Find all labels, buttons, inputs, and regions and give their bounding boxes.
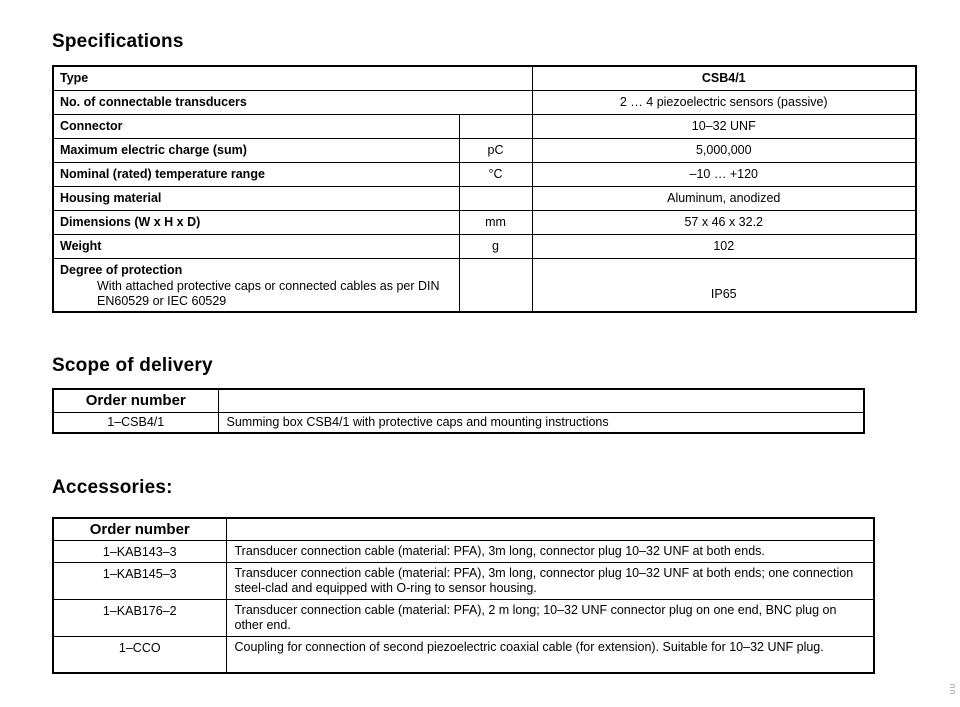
description-header [218, 389, 864, 412]
spec-value: 10–32 UNF [532, 114, 916, 138]
spec-row-protection [53, 258, 916, 312]
spec-value: CSB4/1 [532, 66, 916, 90]
spec-unit [459, 114, 532, 138]
spec-value: 5,000,000 [532, 138, 916, 162]
item-description: Transducer connection cable (material: PFA), 2 m long; 10–32 UNF connector plug on one end, BNC plug on other end. [226, 600, 874, 637]
spec-unit [459, 258, 532, 312]
order-number: 1–KAB145–3 [53, 563, 226, 600]
spec-label: Nominal (rated) temperature range [53, 162, 459, 186]
scan-mark [950, 684, 955, 688]
spec-row-dimensions [53, 210, 916, 234]
accessories-heading: Accessories: [52, 477, 173, 498]
spec-row-charge [53, 138, 916, 162]
spec-value: 2 … 4 piezoelectric sensors (passive) [532, 90, 916, 114]
page-corner-scan-marks [950, 682, 958, 699]
item-description: Transducer connection cable (material: PFA), 3m long, connector plug 10–32 UNF at both ends. [226, 541, 874, 563]
spec-value: –10 … +120 [532, 162, 916, 186]
order-number-header: Order number [53, 389, 218, 412]
spec-label: Connector [53, 114, 459, 138]
order-number: 1–CSB4/1 [53, 412, 218, 433]
scope-header-row [53, 389, 864, 412]
accessory-row [53, 637, 874, 673]
spec-label: Dimensions (W x H x D) [53, 210, 459, 234]
spec-unit: pC [459, 138, 532, 162]
description-header [226, 518, 874, 541]
spec-sublabel: With attached protective caps or connected cables as per DIN EN60529 or IEC 60529 [97, 278, 440, 308]
spec-label-cell [53, 258, 459, 312]
spec-value: Aluminum, anodized [532, 186, 916, 210]
spec-row-transducers [53, 90, 916, 114]
scan-mark [950, 690, 955, 694]
spec-value: 102 [532, 234, 916, 258]
spec-unit: °C [459, 162, 532, 186]
accessories-table [52, 517, 875, 674]
accessory-row [53, 563, 874, 600]
order-number: 1–CCO [53, 637, 226, 673]
spec-row-temperature [53, 162, 916, 186]
accessories-header-row [53, 518, 874, 541]
spec-label: Maximum electric charge (sum) [53, 138, 459, 162]
spec-row-type [53, 66, 916, 90]
spec-row-weight [53, 234, 916, 258]
spec-unit: mm [459, 210, 532, 234]
spec-row-housing [53, 186, 916, 210]
scope-row [53, 412, 864, 433]
item-description: Summing box CSB4/1 with protective caps and mounting instructions [218, 412, 864, 433]
spec-unit [459, 186, 532, 210]
order-number-header: Order number [53, 518, 226, 541]
spec-label: Weight [53, 234, 459, 258]
spec-label: Degree of protection [60, 262, 183, 277]
spec-value: IP65 [532, 258, 916, 312]
spec-unit: g [459, 234, 532, 258]
scope-of-delivery-table [52, 388, 865, 434]
specifications-table [52, 65, 917, 313]
accessory-row [53, 541, 874, 563]
item-description: Coupling for connection of second piezoelectric coaxial cable (for extension). Suitable for 10–32 UNF plug. [226, 637, 874, 673]
spec-row-connector [53, 114, 916, 138]
accessory-row [53, 600, 874, 637]
item-description: Transducer connection cable (material: PFA), 3m long, connector plug 10–32 UNF at both ends; one connection steel-clad and equipped with O-ring to sensor housing. [226, 563, 874, 600]
spec-value: 57 x 46 x 32.2 [532, 210, 916, 234]
spec-label: Type [53, 66, 532, 90]
spec-label: No. of connectable transducers [53, 90, 532, 114]
order-number: 1–KAB143–3 [53, 541, 226, 563]
scope-of-delivery-heading: Scope of delivery [52, 355, 213, 376]
specifications-heading: Specifications [52, 31, 184, 52]
spec-label: Housing material [53, 186, 459, 210]
order-number: 1–KAB176–2 [53, 600, 226, 637]
